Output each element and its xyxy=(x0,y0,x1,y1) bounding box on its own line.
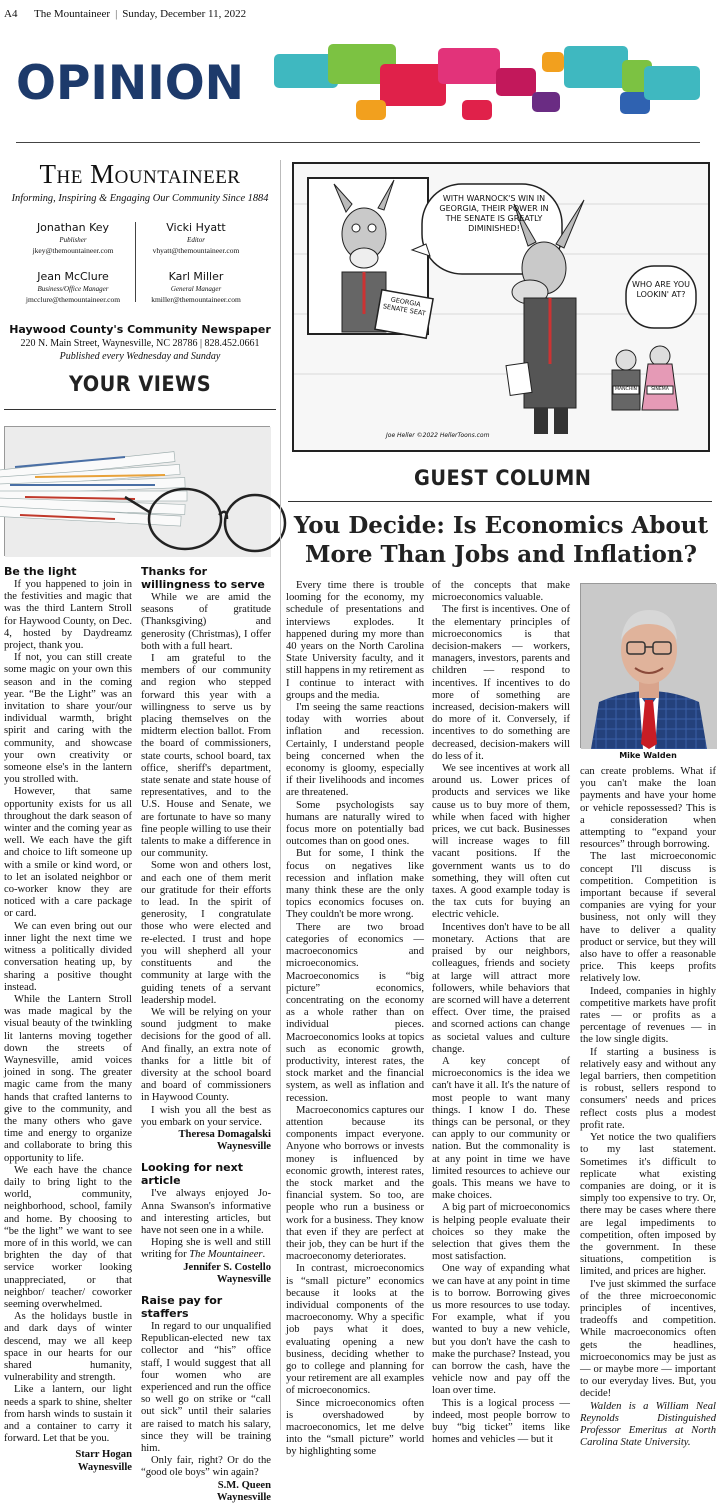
newspapers-photo xyxy=(4,426,270,556)
cartoon-balloon-2: WHO ARE YOU LOOKIN' AT? xyxy=(632,280,690,299)
staff-role: Business/Office Manager xyxy=(37,285,109,293)
article-paragraph: of the concepts that make microeconomics valuable. xyxy=(432,580,570,604)
staff-publisher xyxy=(13,221,133,255)
staff-divider xyxy=(135,222,136,302)
community-tagline: Haywood County's Community Newspaper xyxy=(9,323,271,336)
letter-signature-name: Jennifer S. Costello xyxy=(183,1261,271,1273)
masthead-tagline: Informing, Inspiring & Engaging Our Community Since 1884 xyxy=(11,193,269,204)
letter-paragraph: Like a lantern, our light needs a spark to shine, shelter from harsh winds to sustain it and a container to carry it forward. Let that be you. xyxy=(4,1384,132,1445)
speech-bubbles-graphic xyxy=(270,40,715,130)
article-paragraph: Indeed, companies in highly competitive markets have profit rates — or profits as a percentage of revenues — in the low single digits. xyxy=(580,985,716,1046)
staff-name: Karl Miller xyxy=(168,270,224,283)
headline-line-1: You Decide: Is Economics About xyxy=(293,512,709,539)
page-header: A4 The Mountaineer | Sunday, December 11, 2022 xyxy=(4,8,247,20)
author-portrait xyxy=(581,584,717,749)
author-bio: Walden is a William Neal Reynolds Distinguished Professor Emeritus at North Carolina State University. xyxy=(580,1400,716,1449)
letters-column-2 xyxy=(141,565,271,1503)
cartoon-sign: GEORGIA SENATE SEAT xyxy=(382,295,427,318)
your-views-heading: YOUR VIEWS xyxy=(69,372,212,396)
letter-paragraph: In regard to our unqualified Republican-elected new tax collector and “his” office staff, I would suggest that all four women who are experienced and run the office so well go on strike or “call out sick” until their salaries are raised to match his salary, since they will be training him. xyxy=(141,1320,271,1454)
staff-role: Editor xyxy=(187,236,205,244)
letter-paragraph: We will be relying on your sound judgment to make decisions for the good of all. And finally, an extra note of thanks for a little bit of diversity at the school board and board of commissioners in Haywood County. xyxy=(141,1006,271,1104)
article-paragraph: This is a logical process — indeed, most people borrow to buy “big ticket” items like homes and vehicles — but it xyxy=(432,1397,570,1446)
article-column-1 xyxy=(286,580,424,1458)
column-divider xyxy=(280,160,281,1430)
author-photo-caption: Mike Walden xyxy=(619,751,677,760)
letter-heading: Looking for next article xyxy=(141,1161,243,1188)
letter-paragraph: If not, you can still create some magic on your own this season and in the coming year. “Be the Light” was an invitation to share your/our individual warmth, bright spirit and caring with the community, and showcase your own creativity or someone else's in the lantern you strolled with. xyxy=(4,652,132,786)
letter-paragraph: I've always enjoyed Jo-Anna Swanson's informative and interesting articles, but have not seen one in a while. xyxy=(141,1188,271,1236)
letter-paragraph: Only fair, right? Or do the “good ole boys” win again? xyxy=(141,1455,271,1479)
article-paragraph: Since microeconomics often is overshadowed by macroeconomics, let me delve into the “small picture” world by highlighting some xyxy=(286,1397,424,1458)
staff-email[interactable]: vhyatt@themountaineer.com xyxy=(152,246,240,255)
cartoon-tag-sinema: SINEMA xyxy=(651,387,669,392)
article-paragraph: The last microeconomic concept I'll discuss is competition. Competition is important because if several companies are vying for your business, not only will they have to deliver a quality product or service, but they will also have to offer a reasonable price. This keeps profits relatively low. xyxy=(580,851,716,985)
article-paragraph: can create problems. What if you can't make the loan payments and have your home or vehicle repossessed? This is a consideration when attempting to “expand your resources” through borrowing. xyxy=(580,766,716,851)
letter-paragraph: As the holidays bustle in and dark days of winter descend, may we all keep space in our hearts for our shared humanity, vulnerability and strength. xyxy=(4,1311,132,1384)
article-paragraph: Incentives don't have to be all monetary. Actions that are praised by our neighbors, colleagues, friends and society at large will attract more followers, while behaviors that are scorned will have a deterrent effect. Over time, the praised and scorned actions can change as societal values and culture change. xyxy=(432,921,570,1055)
staff-business-manager xyxy=(13,270,133,304)
staff-general-manager xyxy=(136,270,256,304)
article-paragraph: One way of expanding what we can have at any point in time is to borrow. Borrowing gives us more resources to use today. For example, what if you wanted to buy a new vehicle, but you don't have the cash to make the purchase? Instead, you can borrow the cash, have the vehicle now and pay off the loan over time. xyxy=(432,1263,570,1397)
letter-paragraph: We can even bring out our inner light the next time we witness a politically divided conversation heating up, by sharing a positive thought instead. xyxy=(4,920,132,993)
address: 220 N. Main Street, Waynesville, NC 28786 | 828.452.0661 xyxy=(20,338,260,349)
staff-role: Publisher xyxy=(59,236,87,244)
article-paragraph: Some psychologists say humans are naturally wired to focus more on potentially bad outcomes than on good ones. xyxy=(286,799,424,848)
masthead-title: The Mountaineer xyxy=(39,159,241,189)
headline-line-2: More Than Jobs and Inflation? xyxy=(304,541,697,568)
issue-date: Sunday, December 11, 2022 xyxy=(122,8,247,20)
paper-name: The Mountaineer xyxy=(34,8,111,20)
editorial-cartoon xyxy=(292,162,710,452)
article-paragraph: The first is incentives. One of the elementary principles of microeconomics is that decision-makers — workers, managers, investors, parents and children — respond to incentives. If incentives to do more of something are increased, decision-makers will do more of it. Conversely, if incentives to do something are decreased, decision-makers will do less of it. xyxy=(432,604,570,762)
article-paragraph: Every time there is trouble looming for the economy, my schedule of presentations and interviews explodes. It happened during my more than 40 years on the North Carolina State University faculty, and it still happens in my retirement as I continue to interact with groups and the media. xyxy=(286,580,424,701)
page-number: A4 xyxy=(4,8,18,20)
letter-paragraph: I wish you all the best as you embark on your service. xyxy=(141,1104,271,1128)
article-paragraph: I've just skimmed the surface of the three microeconomic principles of incentives, tradeoffs and competition. While macroeconomics often gets the headlines, microeconomics may be just as — or maybe more — important to our everyday lives. But, you decide! xyxy=(580,1278,716,1400)
letter-heading: Raise pay for staffers xyxy=(141,1293,223,1320)
letter-paragraph: However, that same opportunity exists for us all throughout the dark season of winter and the coming year as well. We each have the gift and choice to lift someone up with a smile or kind word, or to let an isolated neighbor or co-worker know they are noticed with a care package or card. xyxy=(4,786,132,920)
letter-signature-town: Waynesville xyxy=(216,1491,271,1503)
article-paragraph: Yet notice the two qualifiers to my last statement. Sometimes it's difficult to replicate what existing companies are doing, or it is simply too expensive to try. Or, there may be cases where there are legal impediments to competition, often imposed by the government. In these situations, competition is limited, and prices are higher. xyxy=(580,1132,716,1278)
letter-signature-name: S.M. Queen xyxy=(217,1479,271,1491)
article-paragraph: Macroeconomics captures our attention because its components impact everyone. Anyone who borrows or invests money is influenced by economic growth, interest rates, the stock market and the financial system. So too, are people who run a business or work for a business. They know that even if they are perfect at their job, they can be hurt if the macroeconomy deteriorates. xyxy=(286,1104,424,1263)
letter-paragraph: While the Lantern Stroll was made magical by the visual beauty of the twinkling lit lanterns moving together down the streets of Waynesville, amid voices joined in song. The greater magic came from the many hands that crafted lanterns to give to the community, and the many others who gave time and energy to organize and collaborate to bring this opportunity to life. xyxy=(4,993,132,1164)
article-paragraph: There are two broad categories of economics — macroeconomics and microeconomics. Macroeconomics is “big picture” economics, concentrating on the economy as a whole rather than on individual pieces. Macroeconomics looks at topics such as economic growth, productivity, interest rates, the stock market and the financial system, as well as inflation and recession. xyxy=(286,921,424,1104)
staff-name: Jean McClure xyxy=(37,270,109,283)
article-paragraph: I'm seeing the same reactions today with worries about inflation and recession. Certainly, I understand people being concerned when the economy is gloomy, especially if their livelihoods and incomes are threatened. xyxy=(286,702,424,799)
staff-role: General Manager xyxy=(170,285,222,293)
article-paragraph: A key concept of microeconomics is the idea we can't have it all. It's the nature of most people to want many things. I know I do. These things can be personal, or they can apply to our community or nation. But the commonality is at any point in time we have limited resources to achieve our goals. This means we have to make choices. xyxy=(432,1055,570,1202)
staff-email[interactable]: kmiller@themountaineer.com xyxy=(151,295,241,304)
letter-paragraph: I am grateful to the members of our community and region who stepped forward this year with a willingness to serve us by placing themselves on the midterm election ballot. From the board of commissioners, state courts, school board, tax office, sheriff's department, state senate and state house of representatives, and to the U.S. House and Senate, we are fortunate to have so many fine people willing to use their talents to make a difference in our community. xyxy=(141,653,271,860)
letter-signature-town: Waynesville xyxy=(77,1461,132,1473)
community-info xyxy=(0,323,280,362)
letter-paragraph: We each have the chance daily to bring light to the world, community, neighborhood, school, family and home. By choosing to “be the light” we want to see more of in this world, we can brighten the day of that service worker looking unappreciated, or that neighbor/ teacher/ coworker seeming overwhelmed. xyxy=(4,1164,132,1310)
letter-heading: Thanks for willingness to serve xyxy=(141,565,265,591)
staff-email[interactable]: jmcclure@themountaineer.com xyxy=(25,295,121,304)
cartoon-signature: Joe Heller ©2022 HellerToons.com xyxy=(386,432,490,439)
letter-heading: Be the light xyxy=(4,565,77,578)
letter-signature-name: Starr Hogan xyxy=(75,1449,132,1461)
cartoon-balloon-1: WITH WARNOCK'S WIN IN GEORGIA, THEIR POWER IN THE SENATE IS GREATLY DIMINISHED! xyxy=(439,194,549,233)
author-photo xyxy=(580,583,716,748)
guest-column-heading: GUEST COLUMN xyxy=(414,466,592,490)
cartoon-tag-manchin: MANCHIN xyxy=(615,387,637,392)
article-paragraph: We see incentives at work all around us. Lower prices of products and services we like cause us to buy more of them, while when faced with higher prices, we cut back. Businesses will increase wages to fill vacant positions. If the government wants us to do something, they will often cut taxes. A good example today is the tax cuts for buying an electric vehicle. xyxy=(432,763,570,921)
letter-paragraph: Hoping she is well and still writing for The Mountaineer. xyxy=(141,1237,271,1261)
letter-paragraph: While we are amid the seasons of gratitude (Thanksgiving) and generosity (Christmas), I offer both with a full heart. xyxy=(141,592,271,652)
article-paragraph: But for some, I think the focus on negatives like recession and inflation make many think these are the only topics economics focuses on. They couldn't be more wrong. xyxy=(286,848,424,921)
article-paragraph: If starting a business is relatively easy and without any legal barriers, then competition is robust, sellers respond to consumers' needs and prices reflect costs plus a modest profit rate. xyxy=(580,1046,716,1131)
letter-paragraph: If you happened to join in the festivities and magic that was the third Lantern Stroll for Haywood County, on Dec. 4, hosted by Daydreamz project, thank you. xyxy=(4,579,132,652)
section-title: OPINION xyxy=(16,56,245,111)
article-headline xyxy=(284,511,718,569)
staff-name: Jonathan Key xyxy=(36,221,110,234)
article-column-3 xyxy=(580,766,716,1449)
letter-paragraph: Some won and others lost, and each one of them merit our gratitude for their efforts to lead. In the spirit of generosity, I congratulate those who were elected and re-elected. I trust and hope you will shepherd all your constituents and the community at large with the guiding tenets of a servant leadership model. xyxy=(141,860,271,1006)
publish-schedule: Published every Wednesday and Sunday xyxy=(59,351,221,362)
letter-signature-town: Waynesville xyxy=(216,1273,271,1285)
article-paragraph: In contrast, microeconomics is “small picture” economics because it looks at the individual components of the macroeconomy. Why a specific job pays what it does, evaluating opening a new business, deciding whether to go to college and planning for your retirement are all examples of microeconomics. xyxy=(286,1263,424,1397)
newspapers-glasses-image xyxy=(5,427,271,557)
letter-signature-name: Theresa Domagalski xyxy=(178,1128,271,1140)
letter-be-the-light xyxy=(4,565,132,1473)
staff-email[interactable]: jkey@themountaineer.com xyxy=(32,246,114,255)
staff-editor xyxy=(136,221,256,255)
letter-signature-town: Waynesville xyxy=(216,1141,271,1153)
article-column-2 xyxy=(432,580,570,1446)
staff-name: Vicki Hyatt xyxy=(166,221,226,234)
article-paragraph: A big part of microeconomics is helping people evaluate their choices so they make the selection that gives them the most satisfaction. xyxy=(432,1202,570,1263)
